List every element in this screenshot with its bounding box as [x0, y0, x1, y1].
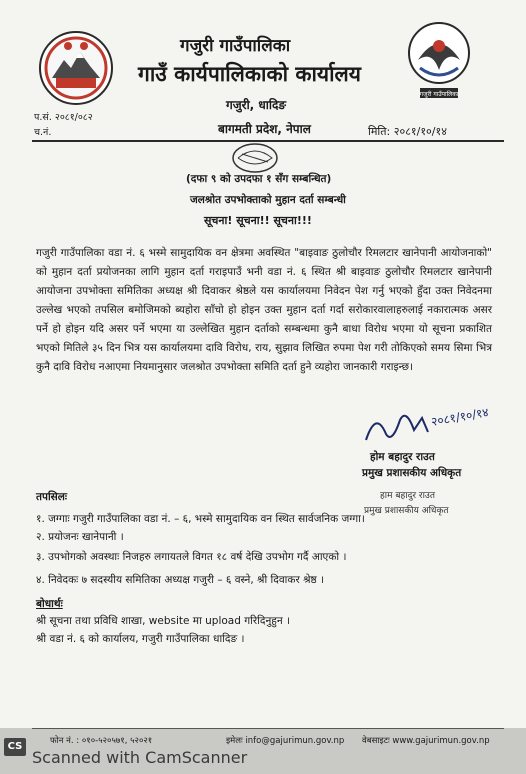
document-date: मिति: २०८१/१०/१४: [368, 125, 447, 138]
handwritten-signature-icon: [362, 400, 492, 450]
tapasil-item: ३. उपभोगको अवस्थाः निजहरु लगायतले विगत १८ वर्ष देखि उपभोग गर्दै आएको ।: [36, 551, 347, 563]
bodharth-item: श्री वडा नं. ६ को कार्यालय, गजुरी गाउँपालिका धादिङ ।: [36, 633, 245, 645]
notice-topic: जलश्रोत उपभोक्ताको मुहान दर्ता सम्बन्धी: [190, 194, 346, 206]
dispatch-number: च.नं.: [34, 127, 52, 138]
notice-body: गजुरी गाउँपालिका वडा नं. ६ भस्मे सामुदायिक वन क्षेत्रमा अवस्थित "बाइवाङ ठुलोचौर रिमलटार खानेपानी आयोजनाको" को मुहान दर्ता प्रयोजनका लागि मुहान दर्ता गराइपाउँ भनी वडा नं. ६ स्थित श्री बाइवाङ ठुलोचौर रिमलटार खानेपानी आयोजना उपभोक्ता समितिका अध्यक्ष श्री दिवाकर श्रेष्ठले यस कार्यालयमा निवेदन पेश गर्नु भएको हुँदा उक्त निवेदनमा उल्लेख भएको तपसिल बमोजिमको ब्यहोरा साँचो हो होइन उक्त मुहान दर्ता गर्दा सरोकारवालाहरुलाई नकारात्मक असर पर्ने हो होइन यदि असर पर्ने भएमा या उल्लेखित मुहान दर्ताको सम्बन्धमा कुनै बाधा विरोध भएमा यो सूचना प्रकाशित भएको मितिले ३५ दिन भित्र यस कार्यालयमा दावि विरोध, राय, सुझाव लिखित रुपमा पेश गरी तोकिएको समय सिमा भित्र कुनै दावि विरोध नआएमा नियमानुसार जलश्रोत उपभोक्ता समिति दर्ता हुने व्यहोरा जानकारी गराइन्छ।: [36, 247, 492, 373]
municipality-logo-icon: [406, 20, 472, 104]
logo-label: गजुरी गाउँपालिका: [419, 91, 459, 98]
signature-date: २०८१/१०/१४: [430, 405, 490, 429]
signatory-name: होम बहादुर राउत: [370, 451, 435, 463]
tapasil-item: ४. निवेदकः ७ सदस्यीय समितिका अध्यक्ष गजुरी – ६ वस्ने, श्री दिवाकर श्रेष्ठ ।: [36, 574, 325, 586]
footer-email: इमेलः info@gajurimun.gov.np: [226, 736, 345, 746]
signatory-title: प्रमुख प्रशासकीय अधिकृत: [362, 467, 462, 479]
reference-number: प.सं. २०८१/०८२: [34, 112, 93, 123]
nepal-emblem-icon: [38, 30, 114, 106]
camscanner-watermark: Scanned with CamScanner: [32, 748, 248, 767]
tapasil-item: २. प्रयोजनः खानेपानी ।: [36, 531, 124, 543]
province-name: बागमती प्रदेश, नेपाल: [218, 122, 311, 136]
stamp-name: हाम बहादुर राउत: [380, 491, 435, 501]
office-name: गाउँ कार्यपालिकाको कार्यालय: [138, 62, 361, 86]
office-stamp-icon: [230, 140, 280, 176]
footer-phone: फोन नं. : ०१०-५२०५७१, ५२०२१: [50, 736, 153, 746]
footer-divider: [32, 728, 504, 729]
stamp-title: प्रमुख प्रशासकीय अधिकृत: [364, 506, 449, 516]
office-location: गजुरी, धादिङ: [226, 98, 287, 112]
bodharth-label: बोधार्थः: [36, 598, 63, 610]
tapasil-label: तपसिलः: [36, 491, 68, 503]
tapasil-item: १. जग्गाः गजुरी गाउँपालिका वडा नं. – ६, भस्मे सामुदायिक वन स्थित सार्वजनिक जग्गा।: [36, 513, 365, 525]
bodharth-item: श्री सूचना तथा प्रविधि शाखा, website मा upload गरिदिनुहुन ।: [36, 615, 290, 627]
camscanner-badge: CS: [4, 738, 26, 756]
footer-website: वेबसाइटः www.gajurimun.gov.np: [362, 736, 490, 746]
notice-heading: सूचना! सूचना!! सूचना!!!: [204, 214, 312, 227]
municipality-name: गजुरी गाउँपालिका: [180, 36, 291, 56]
notice-subtitle: (दफा ९ को उपदफा १ सँग सम्बन्धित): [186, 173, 332, 185]
